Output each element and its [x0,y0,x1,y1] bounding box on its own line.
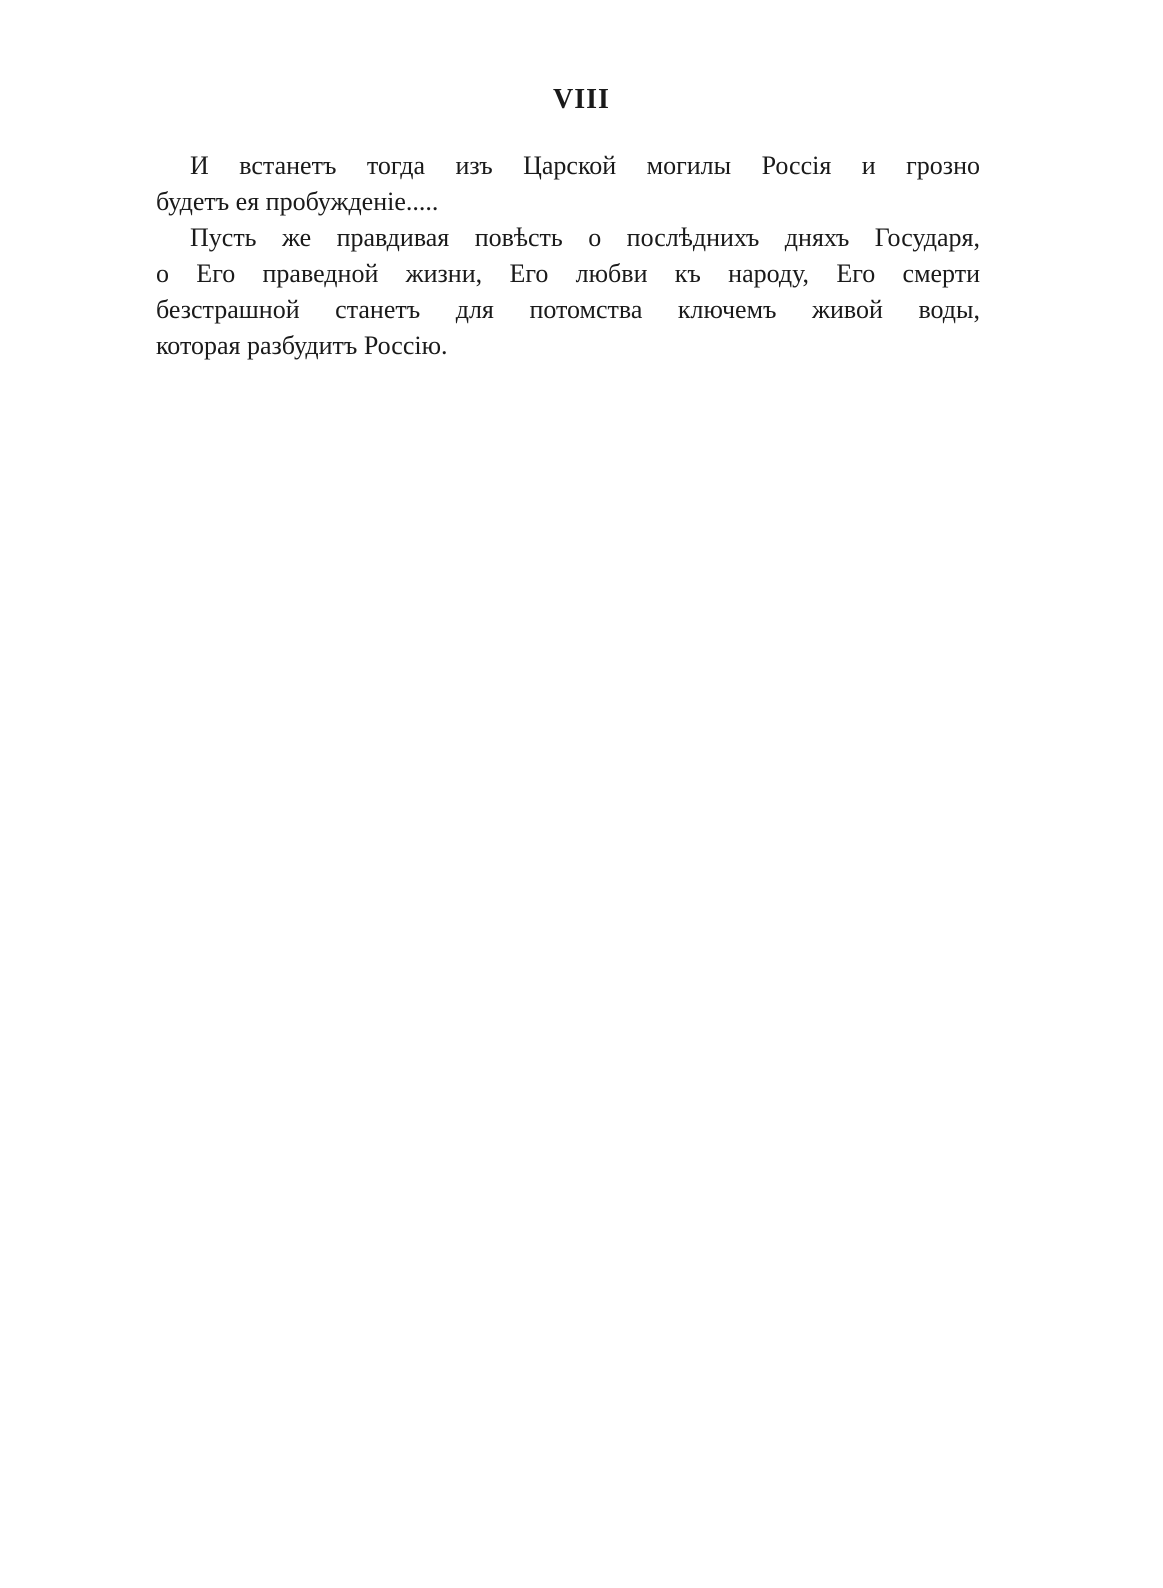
body-text [156,148,980,364]
paragraph [156,148,980,220]
text-line: будетъ ея пробужденіе..... [156,187,439,216]
text-line: о Его праведной жизни, Его любви къ народу, Его смерти [156,259,980,288]
text-line: которая разбудитъ Россію. [156,331,448,360]
text-line: безстрашной станетъ для потомства ключемъ живой воды, [156,295,980,324]
chapter-heading: VIII [553,84,610,115]
paragraph [156,220,980,364]
text-line: Пусть же правдивая повѣсть о послѣднихъ дняхъ Государя, [190,223,980,252]
text-line: И встанетъ тогда изъ Царской могилы Россія и грозно [190,151,980,180]
